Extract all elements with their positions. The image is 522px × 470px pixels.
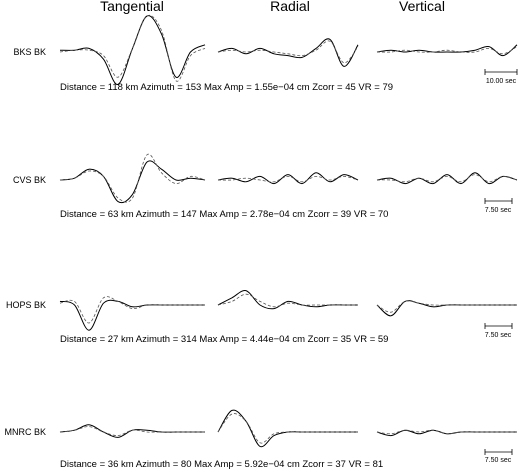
- station-label: BKS BK: [13, 47, 46, 57]
- time-scale-bar: [485, 449, 512, 464]
- column-headers: [100, 0, 445, 14]
- station-info: Distance = 63 km Azimuth = 147 Max Amp = 2.78e−04 cm Zcorr = 39 VR = 70: [60, 209, 389, 220]
- waveform-traces: [60, 15, 517, 446]
- time-scale-bar: [485, 323, 512, 339]
- time-scale-bar: [485, 198, 512, 214]
- station-info: Distance = 118 km Azimuth = 153 Max Amp = 1.55e−04 cm Zcorr = 45 VR = 79: [60, 82, 394, 93]
- station-label: CVS BK: [12, 175, 46, 185]
- synthetic-trace-bks-vertical: [377, 47, 517, 54]
- observed-trace-hops-radial: [218, 290, 358, 308]
- time-scale-label: 7.50 sec: [484, 207, 512, 214]
- observed-trace-cvs-vertical: [377, 173, 517, 184]
- time-scale-label: 7.50 sec: [484, 457, 512, 464]
- observed-trace-cvs-radial: [218, 173, 358, 184]
- synthetic-trace-hops-vertical: [377, 301, 517, 312]
- synthetic-trace-bks-radial: [218, 41, 358, 63]
- synthetic-trace-mnrc-radial: [218, 414, 358, 444]
- station-info: Distance = 27 km Azimuth = 314 Max Amp = 4.44e−04 cm Zcorr = 35 VR = 59: [60, 334, 389, 345]
- observed-trace-cvs-tangential: [60, 161, 205, 203]
- station-info: Distance = 36 km Azimuth = 80 Max Amp = 5.92e−04 cm Zcorr = 37 VR = 81: [60, 459, 384, 470]
- column-header-tangential: Tangential: [100, 0, 164, 14]
- time-scale-bar: [485, 69, 517, 85]
- observed-trace-mnrc-tangential: [60, 425, 205, 438]
- synthetic-trace-mnrc-tangential: [60, 427, 205, 436]
- station-row-mnrc: [4, 427, 512, 470]
- time-scale-label: 10.00 sec: [485, 78, 517, 85]
- column-header-vertical: Vertical: [399, 0, 445, 14]
- column-header-radial: Radial: [270, 0, 310, 14]
- observed-trace-hops-vertical: [377, 301, 517, 316]
- station-label: HOPS BK: [5, 300, 46, 310]
- observed-trace-hops-tangential: [60, 300, 205, 330]
- station-label: MNRC BK: [4, 427, 46, 437]
- synthetic-trace-cvs-radial: [218, 176, 358, 182]
- time-scale-label: 7.50 sec: [484, 332, 512, 339]
- observed-trace-mnrc-vertical: [377, 430, 517, 435]
- station-row-bks: [13, 47, 517, 93]
